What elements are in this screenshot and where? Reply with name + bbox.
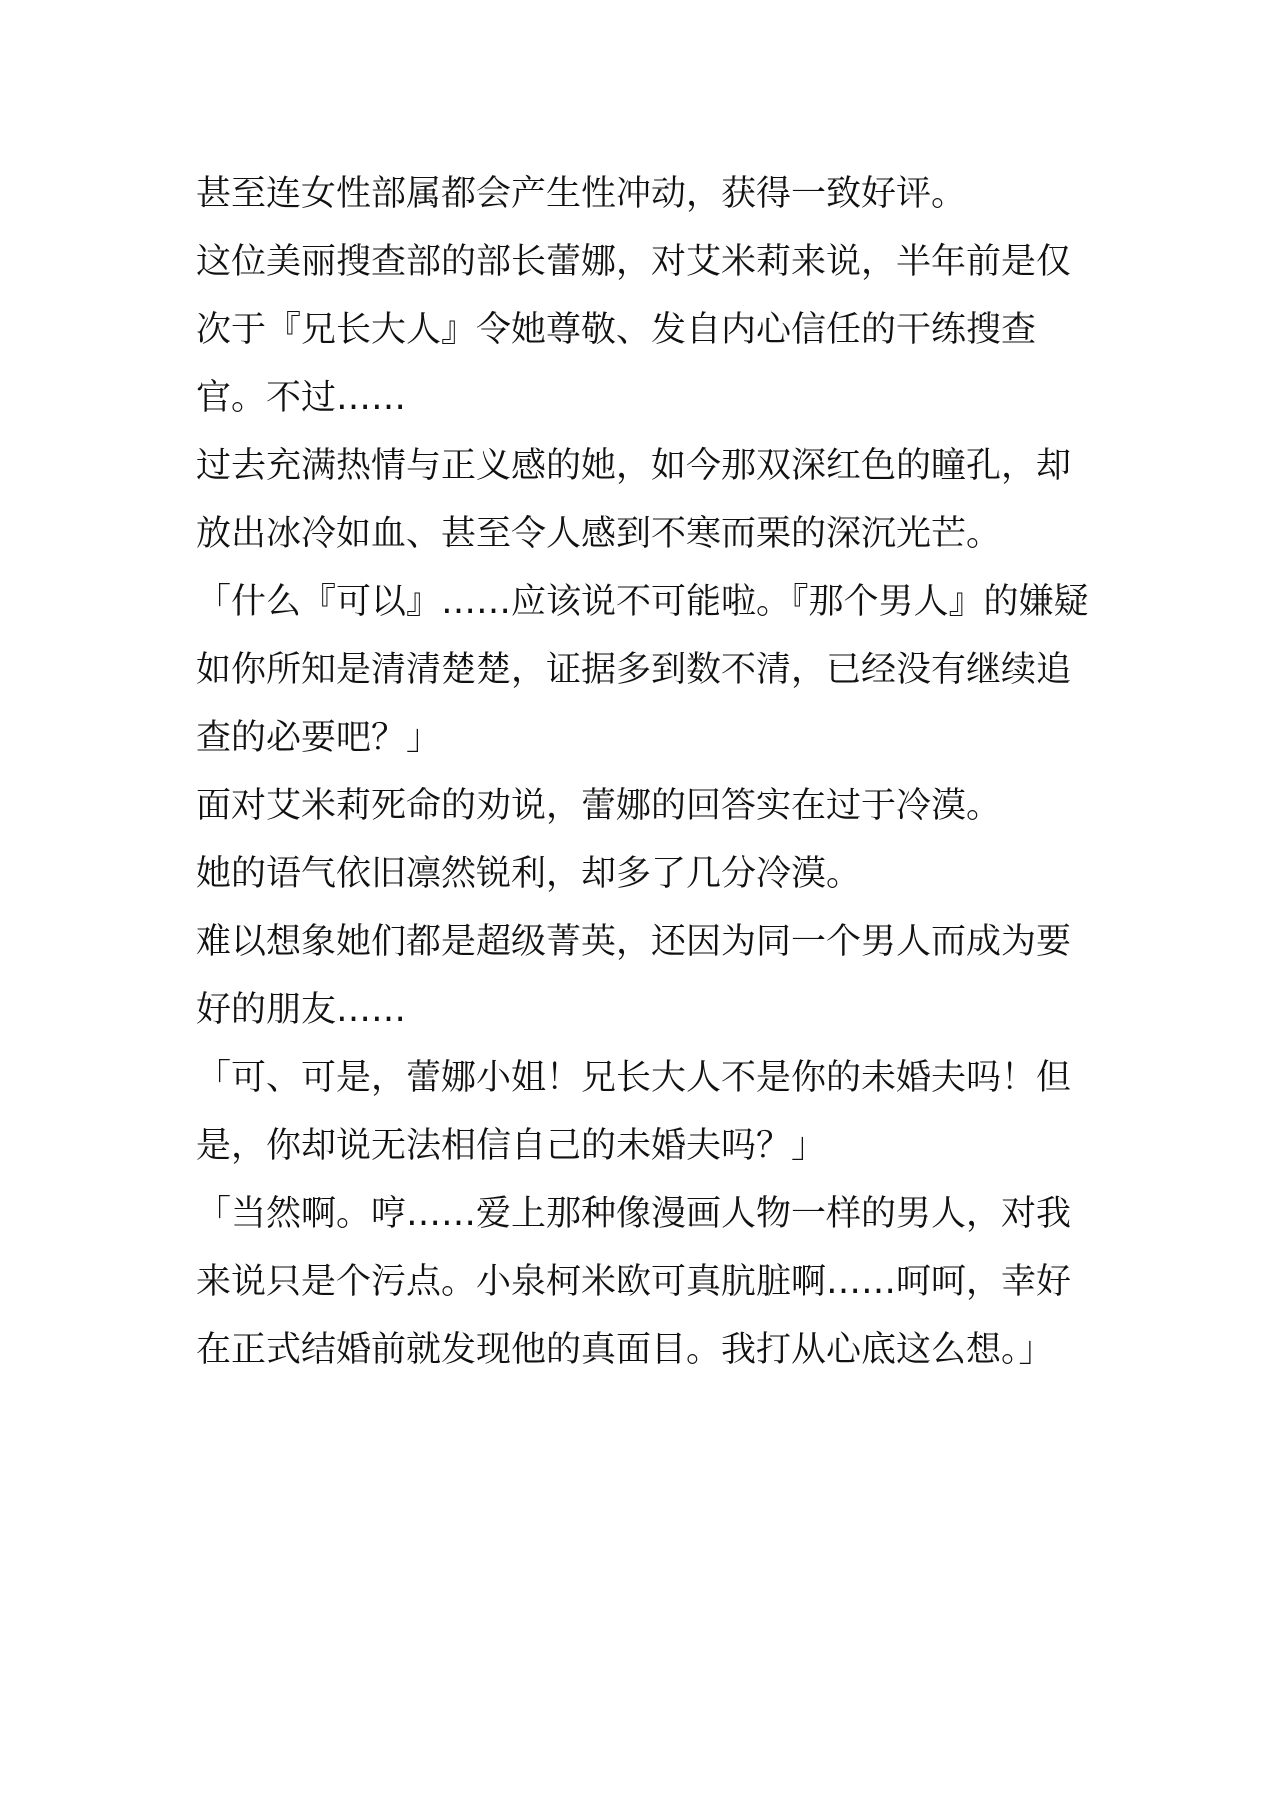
paragraph: 这位美丽搜查部的部长蕾娜，对艾米莉来说，半年前是仅次于『兄长大人』令她尊敬、发自内心信任的干练搜查官。不过……	[196, 242, 1072, 418]
paragraph: 「可、可是，蕾娜小姐！兄长大人不是你的未婚夫吗！但是，你却说无法相信自己的未婚夫吗？」	[196, 1058, 1072, 1166]
paragraph: 「当然啊。哼……爱上那种像漫画人物一样的男人，对我来说只是个污点。小泉柯米欧可真肮脏啊……呵呵，幸好在正式结婚前就发现他的真面目。我打从心底这么想。」	[196, 1194, 1072, 1370]
paragraph: 甚至连女性部属都会产生性冲动，获得一致好评。	[196, 174, 967, 214]
paragraph: 难以想象她们都是超级菁英，还因为同一个男人而成为要好的朋友……	[196, 922, 1072, 1030]
paragraph: 「什么『可以』……应该说不可能啦。『那个男人』的嫌疑如你所知是清清楚楚，证据多到数不清，已经没有继续追查的必要吧？」	[196, 582, 1089, 758]
paragraph: 她的语气依旧凛然锐利，却多了几分冷漠。	[196, 854, 862, 894]
paragraph: 面对艾米莉死命的劝说，蕾娜的回答实在过于冷漠。	[196, 786, 1002, 826]
body-text	[196, 160, 1096, 1384]
paragraph: 过去充满热情与正义感的她，如今那双深红色的瞳孔，却放出冰冷如血、甚至令人感到不寒而栗的深沉光芒。	[196, 446, 1072, 554]
